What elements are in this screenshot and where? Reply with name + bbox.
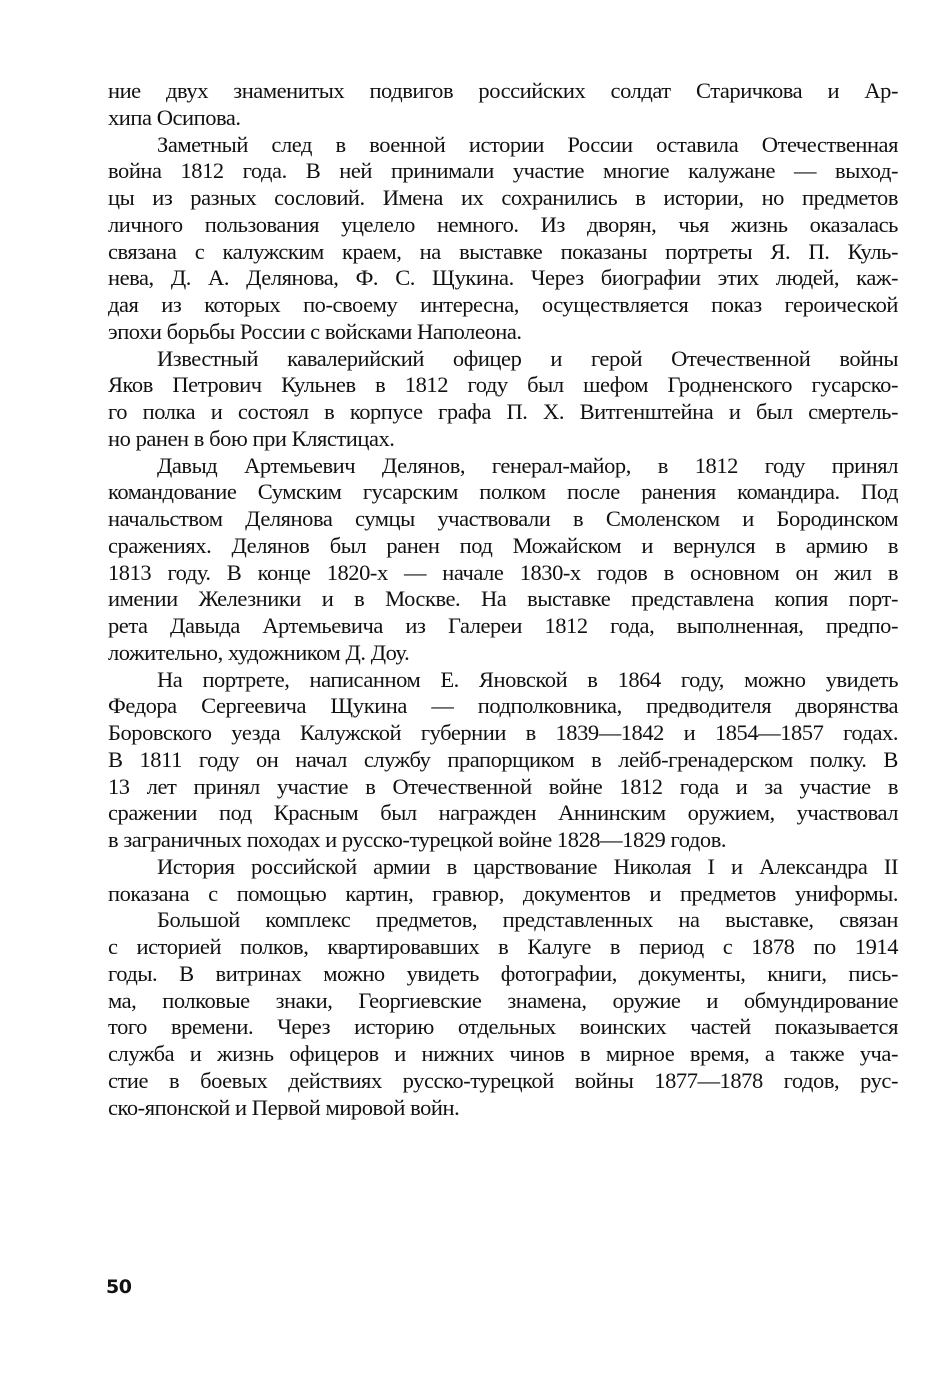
text-line: личного пользования уцелело немного. Из дворян, чья жизнь оказалась	[108, 211, 898, 237]
text-line: нева, Д. А. Делянова, Ф. С. Щукина. Через биографии этих людей, каж-	[108, 265, 898, 291]
text-line: связана с калужским краем, на выставке показаны портреты Я. П. Куль-	[108, 238, 898, 264]
text-line: ложительно, художником Д. Доу.	[108, 639, 410, 665]
text-line: Федора Сергеевича Щукина — подполковника, предводителя дворянства	[108, 693, 898, 719]
text-line: эпохи борьбы России с войсками Наполеона.	[108, 318, 522, 344]
text-line: сражении под Красным был награжден Аннинским оружием, участвовал	[108, 800, 898, 826]
paragraph-war-1812	[108, 132, 898, 346]
text-line: сражениях. Делянов был ранен под Можайском и вернулся в армию в	[108, 532, 898, 558]
text-line: На портрете, написанном Е. Яновской в 1864 году, можно увидеть	[157, 666, 898, 692]
text-line: ние двух знаменитых подвигов российских солдат Старичкова и Ар-	[108, 78, 898, 103]
text-line: Известный кавалерийский офицер и герой Отечественной войны	[157, 345, 898, 371]
text-line: имении Железники и в Москве. На выставке представлена копия порт-	[108, 586, 898, 612]
paragraph-kulnev	[108, 346, 898, 453]
page-number: 50	[106, 1276, 132, 1298]
text-line: Боровского уезда Калужской губернии в 1839—1842 и 1854—1857 годах.	[108, 720, 898, 745]
text-line: командование Сумским гусарским полком после ранения командира. Под	[108, 479, 898, 505]
paragraph-shchukin	[108, 667, 898, 854]
text-line: служба и жизнь офицеров и нижних чинов в мирное время, а также уча-	[108, 1041, 898, 1066]
text-line: В 1811 году он начал службу прапорщиком в лейб-гренадерском полку. В	[108, 746, 898, 772]
paragraph-continued	[108, 78, 898, 132]
text-line: годы. В витринах можно увидеть фотографии, документы, книги, пись-	[108, 960, 898, 986]
text-line: Давыд Артемьевич Делянов, генерал-майор, в 1812 году принял	[157, 452, 898, 478]
text-line: с историей полков, квартировавших в Калуге в период с 1878 по 1914	[108, 934, 898, 959]
paragraph-delyanov	[108, 453, 898, 667]
text-line: ско-японской и Первой мировой войн.	[108, 1094, 460, 1120]
text-line: начальством Делянова сумцы участвовали в Смоленском и Бородинском	[108, 506, 898, 531]
text-line: Яков Петрович Кульнев в 1812 году был шефом Гродненского гусарско-	[108, 372, 898, 398]
text-line: в заграничных походах и русско-турецкой войне 1828—1829 годов.	[108, 827, 727, 852]
text-line: стие в боевых действиях русско-турецкой войны 1877—1878 годов, рус-	[108, 1067, 898, 1093]
text-line: показана с помощью картин, гравюр, документов и предметов униформы.	[108, 880, 898, 906]
text-line: цы из разных сословий. Имена их сохранились в истории, но предметов	[108, 185, 898, 210]
paragraph-regiments	[108, 907, 898, 1121]
text-line: го полка и состоял в корпусе графа П. Х. Витгенштейна и был смертель-	[108, 399, 898, 424]
text-line: хипа Осипова.	[108, 104, 241, 130]
text-line: рета Давыда Артемьевича из Галереи 1812 года, выполненная, предпо-	[108, 613, 898, 638]
text-line: война 1812 года. В ней принимали участие многие калужане — выход-	[108, 158, 898, 184]
text-line: того времени. Через историю отдельных воинских частей показывается	[108, 1014, 898, 1040]
text-line: История российской армии в царствование Николая I и Александра II	[157, 853, 898, 879]
text-line: 13 лет принял участие в Отечественной войне 1812 года и за участие в	[108, 773, 898, 799]
text-line: дая из которых по-своему интересна, осуществляется показ героической	[108, 292, 898, 317]
text-line: ма, полковые знаки, Георгиевские знамена, оружие и обмундирование	[108, 987, 898, 1013]
text-line: Заметный след в военной истории России оставила Отечественная	[157, 131, 898, 157]
text-line: но ранен в бою при Клястицах.	[108, 425, 395, 451]
text-line: 1813 году. В конце 1820-х — начале 1830-х годов в основном он жил в	[108, 559, 898, 585]
body-text	[108, 78, 898, 1121]
paragraph-nicholas-alexander	[108, 854, 898, 908]
text-line: Большой комплекс предметов, представленных на выставке, связан	[157, 907, 898, 933]
